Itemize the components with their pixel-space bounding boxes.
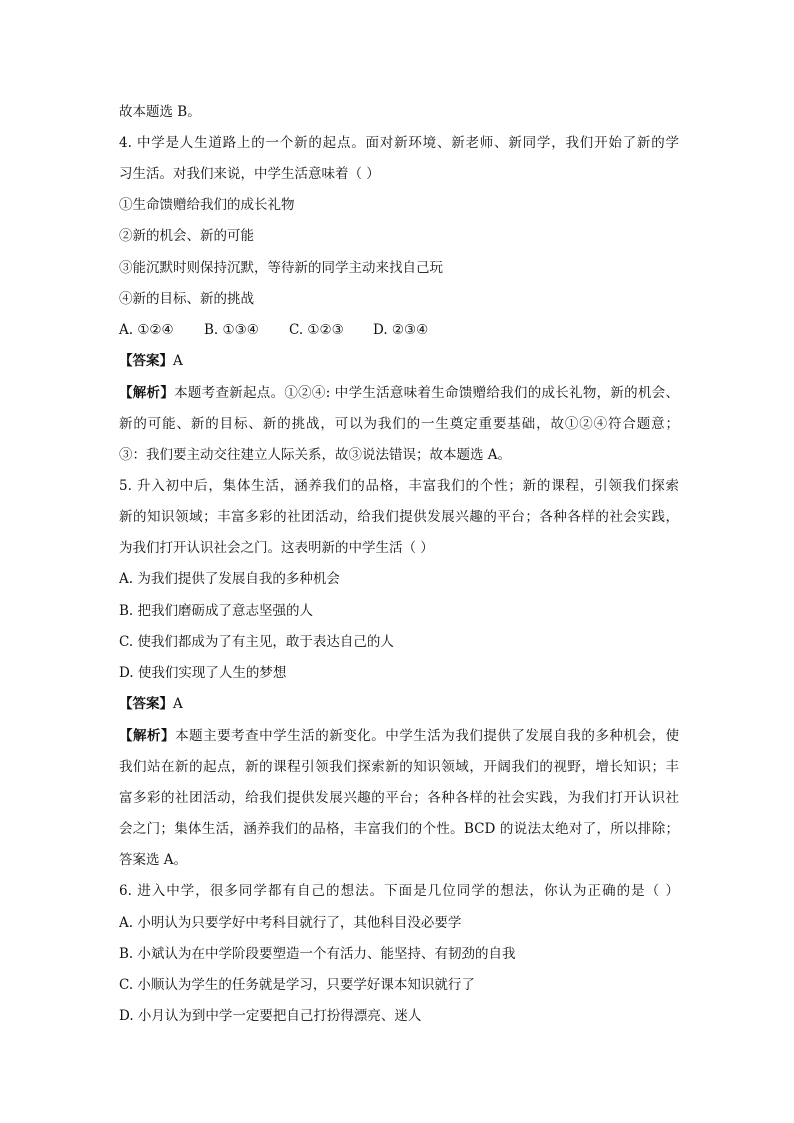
question-4-answer	[119, 351, 679, 371]
question-6-option-b: B. 小斌认为在中学阶段要塑造一个有活力、能坚持、有韧劲的自我	[119, 946, 516, 962]
question-5-analysis-line-4: 会之门；集体生活，涵养我们的品格，丰富我们的个性。BCD 的说法太绝对了，所以排除；	[119, 821, 679, 837]
question-5-analysis-line-2: 我们站在新的起点，新的课程引领我们探索新的知识领域，开阔我们的视野，增长知识；丰	[119, 759, 679, 775]
question-4-analysis-line-1	[119, 383, 679, 403]
answer-value: A	[173, 696, 183, 712]
question-4-stem-line-1: 4. 中学是人生道路上的一个新的起点。面对新环境、新老师、新同学，我们开始了新的学	[119, 135, 679, 151]
question-4-stem-line-2: 习生活。对我们来说，中学生活意味着（ ）	[119, 166, 380, 182]
question-5-answer	[119, 694, 679, 714]
analysis-label: 【解析】	[119, 728, 176, 744]
question-4-analysis-line-3: ③：我们要主动交往建立人际关系，故③说法错误；故本题选 A。	[119, 447, 512, 463]
answer-label: 【答案】	[119, 353, 173, 369]
question-5-option-b: B. 把我们磨砺成了意志坚强的人	[119, 603, 314, 619]
question-6-option-c: C. 小顺认为学生的任务就是学习，只要学好课本知识就行了	[119, 977, 475, 993]
question-4-analysis-line-2: 新的可能、新的目标、新的挑战，可以为我们的一生奠定重要基础，故①②④符合题意；	[119, 416, 679, 432]
question-5-stem-line-3: 为我们打开认识社会之门。这表明新的中学生活（ ）	[119, 540, 434, 556]
question-4-item-3: ③能沉默时则保持沉默，等待新的同学主动来找自己玩	[119, 260, 443, 276]
question-6-stem: 6. 进入中学，很多同学都有自己的想法。下面是几位同学的想法，你认为正确的是（ ）	[119, 883, 679, 899]
question-5-analysis-line-1	[119, 726, 679, 746]
answer-conclusion-q3: 故本题选 B。	[119, 104, 201, 120]
question-4-options	[119, 320, 428, 340]
question-4-item-2: ②新的机会、新的可能	[119, 228, 254, 244]
question-5-stem-line-2: 新的知识领域；丰富多彩的社团活动，给我们提供发展兴趣的平台；各种各样的社会实践，	[119, 509, 679, 525]
answer-label: 【答案】	[119, 696, 173, 712]
option-b: B. ①③④	[204, 322, 259, 338]
question-6-option-a: A. 小明认为只要学好中考科目就行了，其他科目没必要学	[119, 915, 462, 931]
option-d: D. ②③④	[373, 322, 429, 338]
analysis-label: 【解析】	[119, 385, 175, 401]
question-5-stem-line-1: 5. 升入初中后，集体生活，涵养我们的品格，丰富我们的个性；新的课程，引领我们探索	[119, 478, 679, 494]
question-5-option-d: D. 使我们实现了人生的梦想	[119, 665, 287, 681]
analysis-text: 本题主要考查中学生活的新变化。中学生活为我们提供了发展自我的多种机会，使	[175, 728, 679, 744]
analysis-text: 本题考查新起点。①②④: 中学生活意味着生命馈赠给我们的成长礼物，新的机会、	[174, 385, 679, 401]
question-4-item-4: ④新的目标、新的挑战	[119, 291, 254, 307]
option-c: C. ①②③	[289, 322, 344, 338]
question-5-analysis-line-5: 答案选 A。	[119, 852, 188, 868]
question-4-item-1: ①生命馈赠给我们的成长礼物	[119, 197, 295, 213]
question-5-option-c: C. 使我们都成为了有主见，敢于表达自己的人	[119, 634, 394, 650]
question-5-option-a: A. 为我们提供了发展自我的多种机会	[119, 571, 340, 587]
answer-value: A	[173, 353, 183, 369]
question-6-option-d: D. 小月认为到中学一定要把自己打扮得漂亮、迷人	[119, 1008, 422, 1024]
option-a: A. ①②④	[119, 322, 174, 338]
question-5-analysis-line-3: 富多彩的社团活动，给我们提供发展兴趣的平台；各种各样的社会实践，为我们打开认识社	[119, 790, 679, 806]
